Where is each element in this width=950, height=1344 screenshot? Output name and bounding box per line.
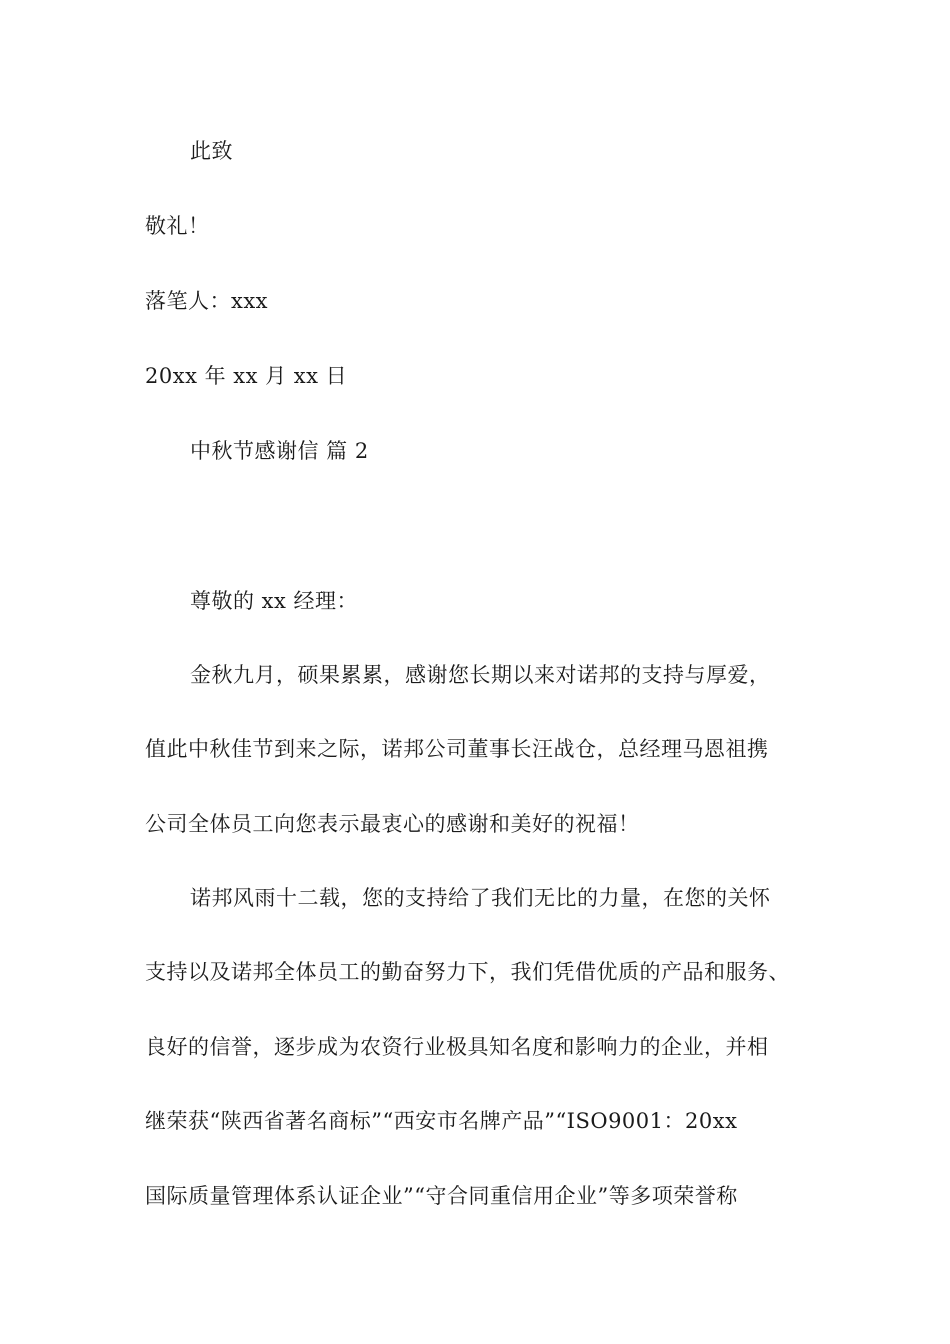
letter-greeting: 尊敬的 xx 经理： bbox=[190, 589, 359, 613]
paragraph-line: 国际质量管理体系认证企业”“守合同重信用企业”等多项荣誉称 bbox=[145, 1184, 738, 1208]
date-line: 20xx 年 xx 月 xx 日 bbox=[145, 364, 348, 388]
paragraph-line: 诺邦风雨十二载，您的支持给了我们无比的力量，在您的关怀 bbox=[190, 886, 771, 910]
paragraph-line: 支持以及诺邦全体员工的勤奋努力下，我们凭借优质的产品和服务、 bbox=[145, 960, 790, 984]
closing-salutation: 此致 bbox=[190, 139, 233, 163]
paragraph-line: 良好的信誉，逐步成为农资行业极具知名度和影响力的企业，并相 bbox=[145, 1035, 769, 1059]
closing-regards: 敬礼！ bbox=[145, 214, 210, 238]
section-title: 中秋节感谢信 篇 2 bbox=[190, 439, 369, 463]
paragraph-line: 继荣获“陕西省著名商标”“西安市名牌产品”“ISO9001：20xx bbox=[145, 1109, 738, 1133]
paragraph-line: 公司全体员工向您表示最衷心的感谢和美好的祝福！ bbox=[145, 812, 640, 836]
signer-line: 落笔人：xxx bbox=[145, 289, 269, 313]
paragraph-line: 金秋九月，硕果累累，感谢您长期以来对诺邦的支持与厚爱， bbox=[190, 663, 771, 687]
paragraph-line: 值此中秋佳节到来之际，诺邦公司董事长汪战仓，总经理马恩祖携 bbox=[145, 737, 769, 761]
